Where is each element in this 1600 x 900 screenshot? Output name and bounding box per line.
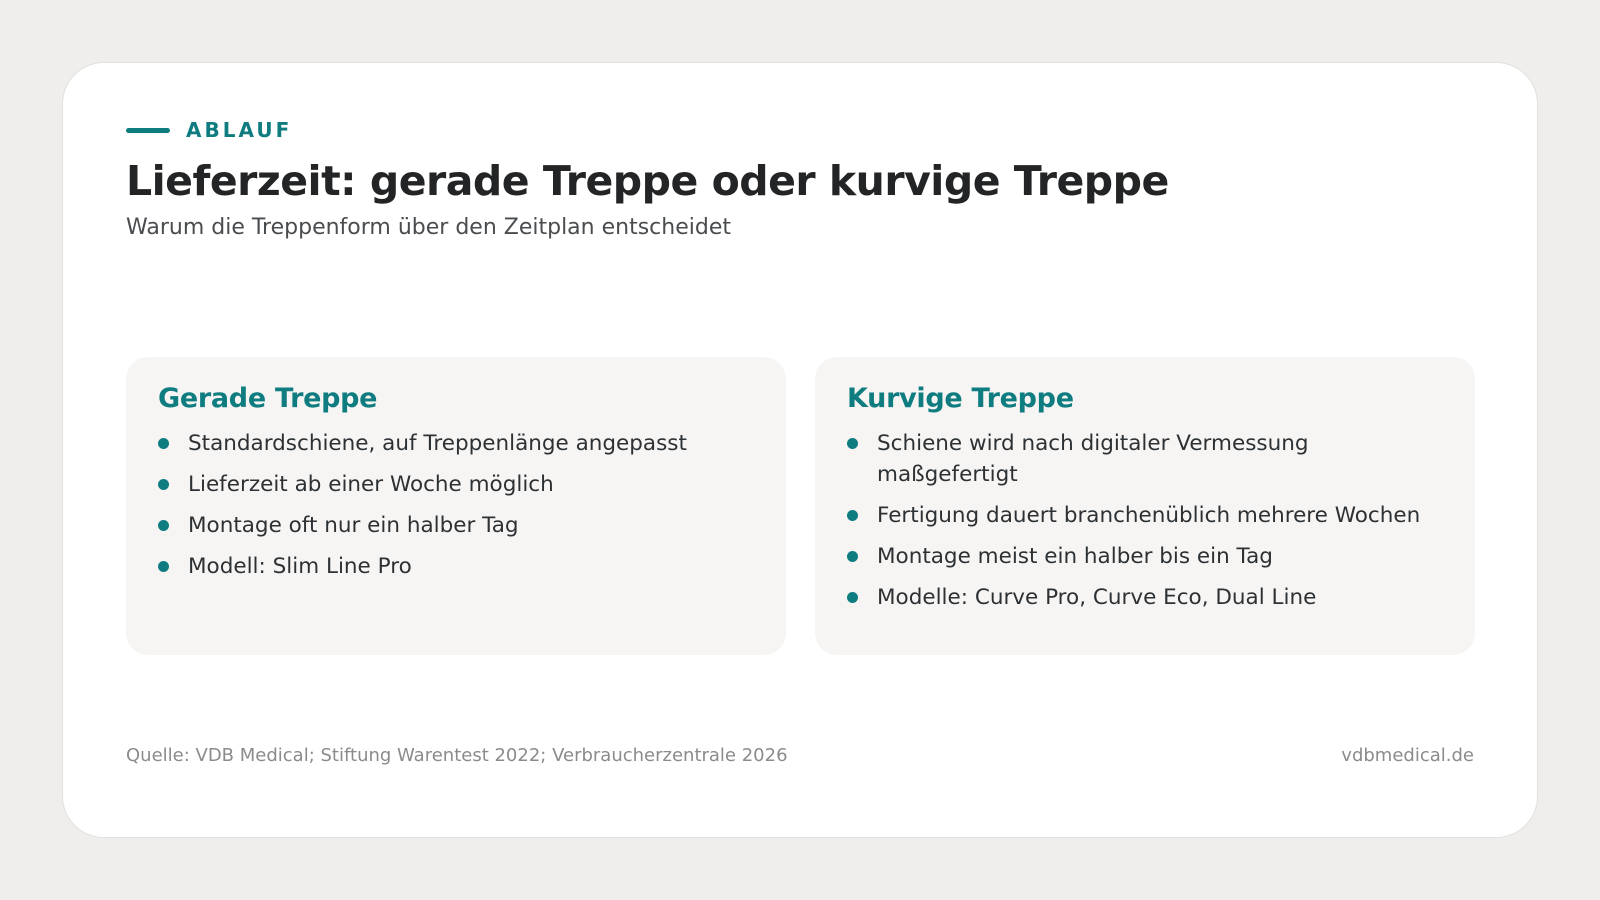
bullet-item <box>158 551 756 582</box>
bullet-dot-icon <box>158 561 169 572</box>
bullet-item <box>847 582 1445 613</box>
bullet-item <box>158 510 756 541</box>
bullet-dot-icon <box>158 438 169 449</box>
bullet-item <box>847 500 1445 531</box>
bullet-text: Montage oft nur ein halber Tag <box>188 513 519 538</box>
panel-straight-stairs <box>126 357 786 655</box>
bullet-list <box>847 428 1445 613</box>
bullet-item <box>158 428 756 459</box>
bullet-dot-icon <box>847 592 858 603</box>
bullet-dot-icon <box>847 551 858 562</box>
page-subtitle: Warum die Treppenform über den Zeitplan entscheidet <box>126 215 731 240</box>
brand-domain: vdbmedical.de <box>1341 745 1474 766</box>
bullet-text: Montage meist ein halber bis ein Tag <box>877 544 1273 569</box>
panel-curved-stairs <box>815 357 1475 655</box>
bullet-dot-icon <box>847 510 858 521</box>
bullet-text: Modelle: Curve Pro, Curve Eco, Dual Line <box>877 585 1317 610</box>
bullet-list <box>158 428 756 582</box>
bullet-dot-icon <box>847 438 858 449</box>
bullet-item <box>847 428 1332 490</box>
bullet-item <box>847 541 1445 572</box>
eyebrow-label: ABLAUF <box>186 118 293 142</box>
bullet-dot-icon <box>158 520 169 531</box>
bullet-dot-icon <box>158 479 169 490</box>
bullet-text: Standardschiene, auf Treppenlänge angepasst <box>188 431 687 456</box>
panel-title: Kurvige Treppe <box>847 383 1074 414</box>
source-note: Quelle: VDB Medical; Stiftung Warentest 2022; Verbraucherzentrale 2026 <box>126 745 788 766</box>
bullet-text: Lieferzeit ab einer Woche möglich <box>188 472 554 497</box>
panel-title: Gerade Treppe <box>158 383 378 414</box>
bullet-item <box>158 469 756 500</box>
content-card <box>62 62 1538 838</box>
page-title: Lieferzeit: gerade Treppe oder kurvige Treppe <box>126 157 1169 205</box>
section-eyebrow <box>126 117 292 143</box>
bullet-text: Schiene wird nach digitaler Vermessung maßgefertigt <box>877 431 1309 487</box>
eyebrow-accent-bar <box>126 128 170 133</box>
bullet-text: Modell: Slim Line Pro <box>188 554 412 579</box>
bullet-text: Fertigung dauert branchenüblich mehrere Wochen <box>877 503 1421 528</box>
